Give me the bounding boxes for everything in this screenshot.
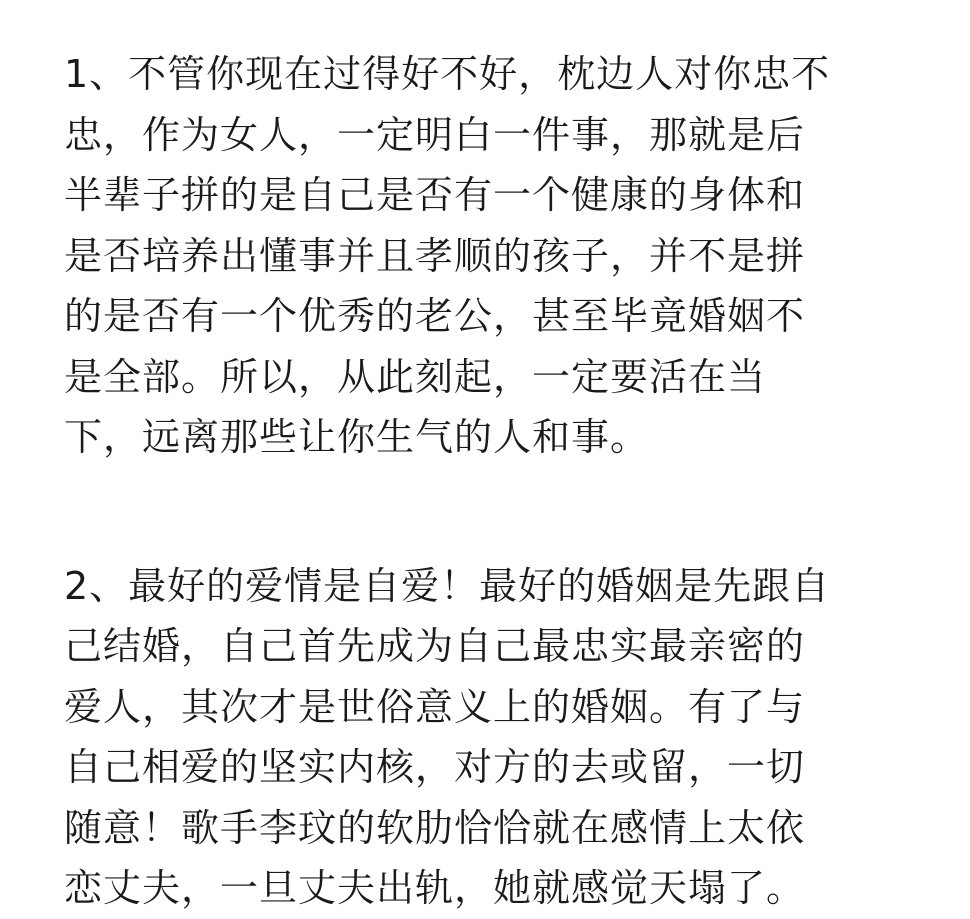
text-line: 自己相爱的坚实内核，对方的去或留，一切 [64, 745, 806, 789]
text-line: 下，远离那些让你生气的人和事。 [64, 415, 650, 459]
paragraph-1 [64, 44, 924, 468]
text-line: 1、不管你现在过得好不好，枕边人对你忠不 [64, 52, 831, 96]
text-line: 是否培养出懂事并且孝顺的孩子，并不是拼 [64, 233, 806, 278]
text-line: 随意！歌手李玟的软肋恰恰就在感情上太依 [64, 805, 806, 850]
text-line: 的是否有一个优秀的老公，甚至毕竟婚姻不 [64, 294, 806, 338]
text-line: 2、最好的爱情是自爱！最好的婚姻是先跟自 [64, 563, 831, 608]
text-line: 是全部。所以，从此刻起，一定要活在当 [64, 354, 767, 399]
article-body [64, 44, 924, 919]
text-line: 恋丈夫，一旦丈夫出轨，她就感觉天塌了。 [64, 866, 806, 910]
text-line: 爱人，其次才是世俗意义上的婚姻。有了与 [64, 684, 806, 729]
text-line: 忠，作为女人，一定明白一件事，那就是后 [64, 112, 806, 157]
text-line: 半辈子拼的是自己是否有一个健康的身体和 [64, 173, 806, 217]
paragraph-2 [64, 556, 924, 919]
paragraph-spacer [64, 468, 924, 556]
text-line: 己结婚，自己首先成为自己最忠实最亲密的 [64, 624, 806, 668]
